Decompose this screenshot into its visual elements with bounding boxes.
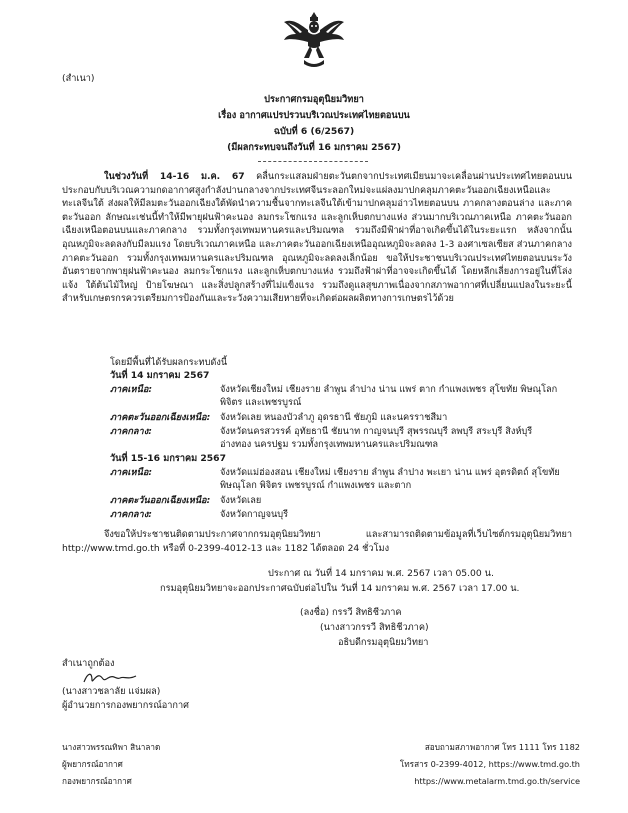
region-label: ภาคเหนือ:	[110, 467, 153, 478]
announced-datetime: ประกาศ ณ วันที่ 14 มกราคม พ.ศ. 2567 เวลา 05.00 น.	[268, 568, 494, 579]
footer-left-line-3: กองพยากรณ์อากาศ	[62, 776, 132, 786]
notice-paragraph: จึงขอให้ประชาชนติดตามประกาศจากกรมอุตุนิยมวิทยา และสามารถติดตามข้อมูลที่เว็บไซต์กรมอุตุนิยมวิทยา http://www.tmd.go.th หรือที่ 0-2399-4012-13 และ 1182 ได้ตลอด 24 ชั่วโมง	[62, 529, 572, 554]
signatory-title: อธิบดีกรมอุตุนิยมวิทยา	[338, 637, 429, 648]
garuda-emblem-icon	[282, 8, 346, 70]
region-value: จังหวัดนครสวรรค์ อุทัยธานี ชัยนาท กาญจนบุรี สุพรรณบุรี ลพบุรี สระบุรี สิงห์บุรี อ่างทอง นครปฐม รวมทั้งกรุงเทพมหานครและปริมณฑล	[220, 426, 533, 451]
signatory-name: (นางสาวกรรวี สิทธิชีวภาค)	[320, 622, 429, 633]
footer-left-line-2: ผู้พยากรณ์อากาศ	[62, 759, 123, 769]
region-label: ภาคเหนือ:	[110, 384, 153, 395]
region-value: จังหวัดแม่ฮ่องสอน เชียงใหม่ เชียงราย ลำพูน ลำปาง พะเยา น่าน แพร่ อุตรดิตถ์ สุโขทัย พิษณุโลก พิจิตร เพชรบูรณ์ กำแพงเพชร และตาก	[220, 467, 560, 492]
certified-label: สำเนาถูกต้อง	[62, 658, 115, 669]
announcement-issue-number: ฉบับที่ 6 (6/2567)	[273, 126, 355, 137]
region-label: ภาคกลาง:	[110, 426, 152, 437]
certifier-title: ผู้อำนวยการกองพยากรณ์อากาศ	[62, 700, 189, 711]
announcement-effective-date: (มีผลกระทบจนถึงวันที่ 16 มกราคม 2567)	[227, 142, 401, 153]
announcement-title: ประกาศกรมอุตุนิยมวิทยา	[264, 94, 364, 105]
certifier-name: (นางสาวชลาลัย แจ่มผล)	[62, 686, 161, 697]
affected-intro: โดยมีพื้นที่ได้รับผลกระทบดังนี้	[110, 357, 228, 368]
region-label: ภาคตะวันออกเฉียงเหนือ:	[110, 412, 211, 423]
footer-contact-phone: สอบถามสภาพอากาศ โทร 1111 โทร 1182	[424, 742, 580, 752]
region-value: จังหวัดเลย	[220, 495, 262, 506]
day-2-date: วันที่ 15-16 มกราคม 2567	[110, 453, 226, 464]
region-value: จังหวัดกาญจนบุรี	[220, 509, 289, 520]
region-value: จังหวัดเชียงใหม่ เชียงราย ลำพูน ลำปาง น่าน แพร่ ตาก กำแพงเพชร สุโขทัย พิษณุโลก พิจิตร และเพชรบูรณ์	[220, 384, 558, 409]
region-value: จังหวัดเลย หนองบัวลำภู อุดรธานี ชัยภูมิ และนครราชสีมา	[220, 412, 448, 423]
region-label: ภาคกลาง:	[110, 509, 152, 520]
next-issue-datetime: กรมอุตุนิยมวิทยาจะออกประกาศฉบับต่อไปใน วันที่ 14 มกราคม พ.ศ. 2567 เวลา 17.00 น.	[160, 583, 520, 594]
footer-contact-fax-website[interactable]: โทรสาร 0-2399-4012, https://www.tmd.go.th	[399, 759, 580, 769]
footer-left-line-1: นางสาวพรรณทิพา สินาลาด	[62, 742, 161, 752]
region-label: ภาคตะวันออกเฉียงเหนือ:	[110, 495, 211, 506]
body-paragraph	[62, 170, 572, 306]
body-text: คลื่นกระแสลมฝ่ายตะวันตกจากประเทศเมียนมาจะเคลื่อนผ่านประเทศไทยตอนบน ประกอบกับบริเวณความกดอากาศสูงกำลังปานกลางจากประเทศจีนระลอกใหม่จะแผ่ลงมาปกคลุมภาคตะวันออกเฉียงเหนือและทะเลจีนใต้ ส่งผลให้มีลมตะวันออกเฉียงใต้พัดนำความชื้นจากทะเลจีนใต้เข้ามาปกคลุมอ่าวไทยตอนบน ภาคกลางตอนล่าง และภาคตะวันออก ลักษณะเช่นนี้ทำให้มีพายุฝนฟ้าคะนอง ลมกระโชกแรง และลูกเห็บตกบางแห่ง ส่วนมากบริเวณภาคเหนือ ภาคตะวันออกเฉียงเหนือตอนบนและภาคกลาง รวมทั้งกรุงเทพมหานครและปริมณฑล รวมถึงมีฟ้าผ่าที่อาจเกิดขึ้นได้ในระยะแรก หลังจากนั้นอุณหภูมิจะลดลงกับมีลมแรง โดยบริเวณภาคเหนือ และภาคตะวันออกเฉียงเหนืออุณหภูมิจะลดลง 1-3 องศาเซลเซียส ส่วนภาคกลางภาคตะวันออก รวมทั้งกรุงเทพมหานครและปริมณฑล อุณหภูมิจะลดลงเล็กน้อย ขอให้ประชาชนบริเวณประเทศไทยตอนบนระวังอันตรายจากพายุฝนฟ้าคะนอง ลมกระโชกแรง และลูกเห็บตกบางแห่ง รวมถึงฟ้าผ่าที่อาจจะเกิดขึ้นได้ โดยหลีกเลี่ยงการอยู่ในที่โล่งแจ้ง ใต้ต้นไม้ใหญ่ ป้ายโฆษณา และสิ่งปลูกสร้างที่ไม่แข็งแรง รวมถึงดูแลสุขภาพเนื่องจากสภาพอากาศที่เปลี่ยนแปลงในระยะนี้ สำหรับเกษตรกรควรเตรียมการป้องกันและระวังความเสียหายที่จะเกิดต่อผลผลิตทางการเกษตรไว้ด้วย	[62, 171, 573, 305]
day-1-date: วันที่ 14 มกราคม 2567	[110, 370, 210, 381]
announcement-subject: เรื่อง อากาศแปรปรวนบริเวณประเทศไทยตอนบน	[218, 110, 410, 121]
body-lead: ในช่วงวันที่ 14-16 ม.ค. 67	[104, 171, 245, 182]
header-divider	[258, 161, 368, 162]
signature-line: (ลงชื่อ) กรรวี สิทธิชีวภาค	[300, 607, 402, 618]
copy-mark: (สำเนา)	[62, 73, 95, 84]
footer-metalarm-link[interactable]: https://www.metalarm.tmd.go.th/service	[414, 776, 580, 786]
